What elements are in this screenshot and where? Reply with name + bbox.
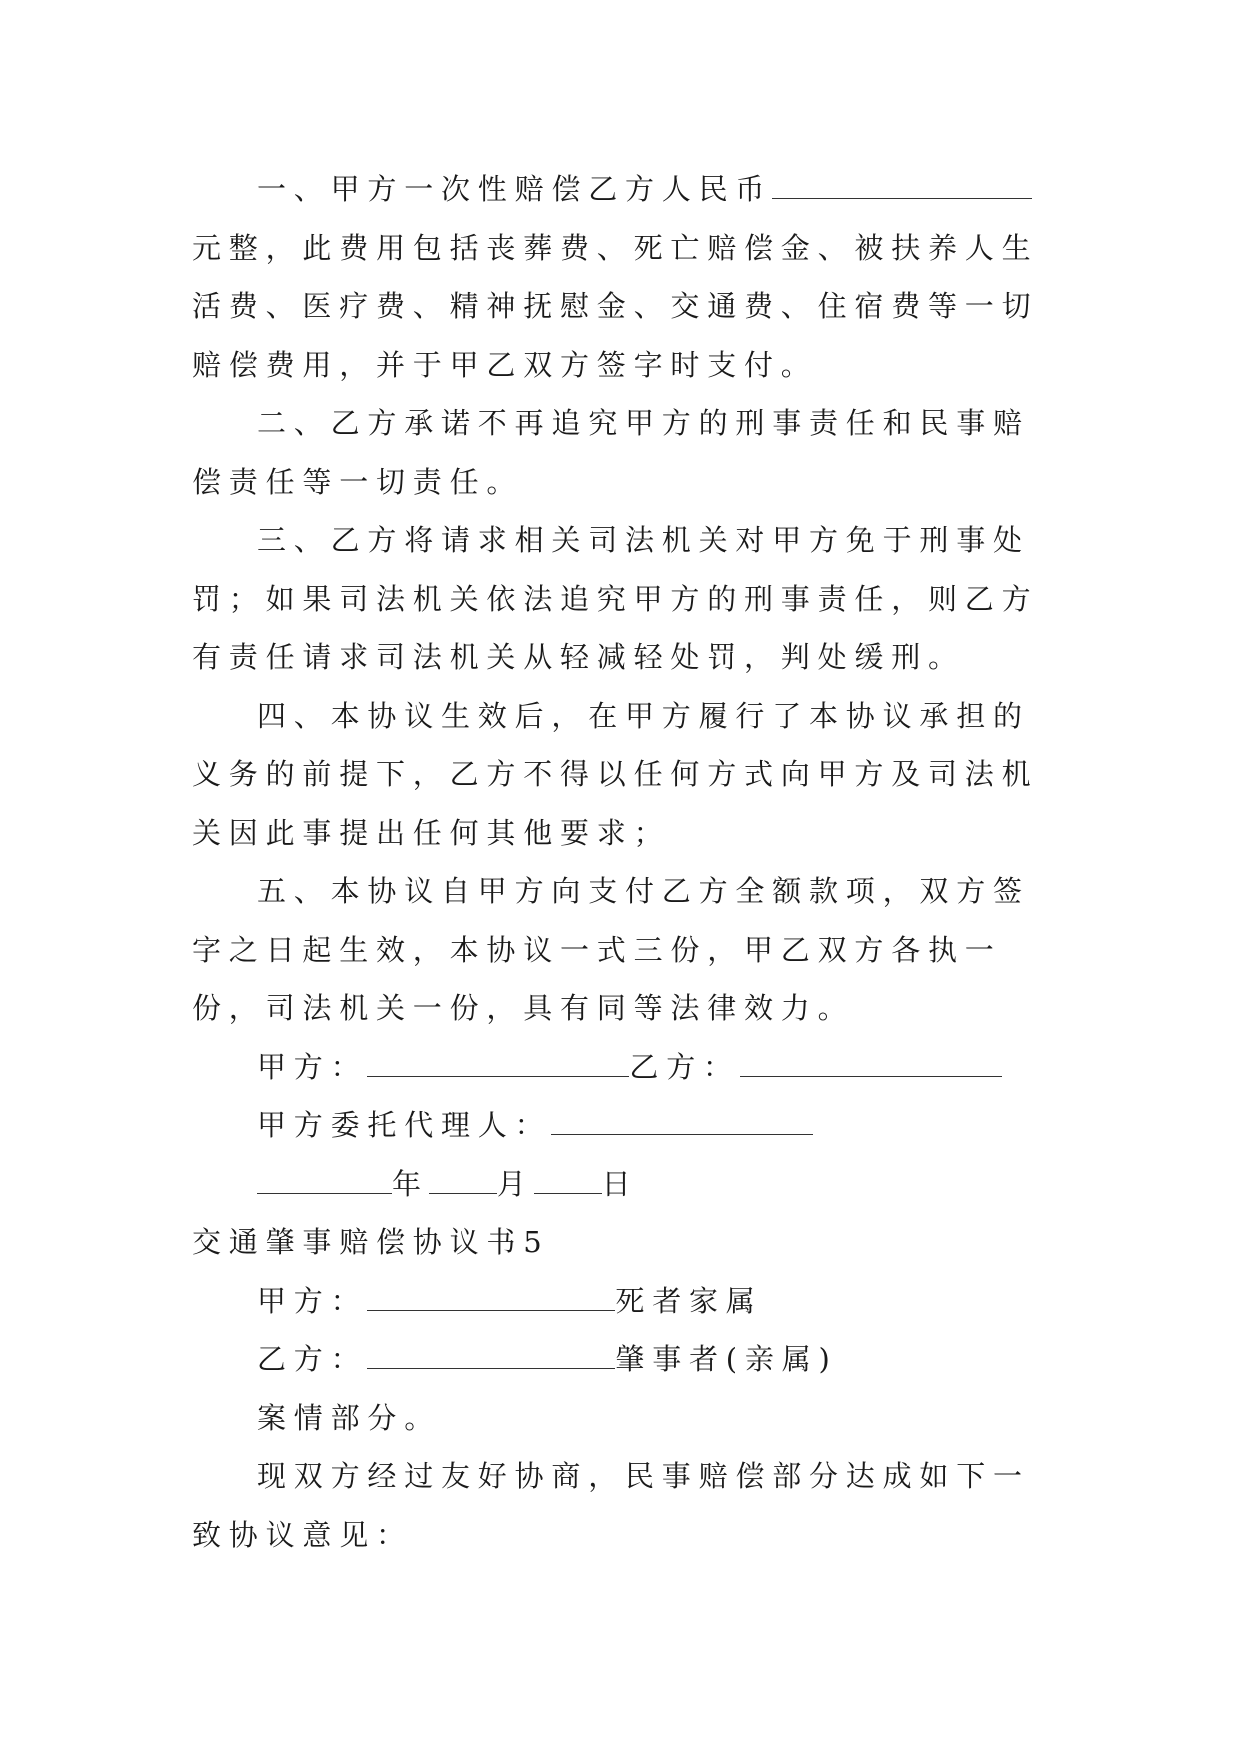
clause-1 bbox=[192, 160, 1050, 394]
party-a-label-2: 甲方： bbox=[257, 1283, 368, 1318]
document-body bbox=[192, 160, 1050, 1564]
party-b-role: 肇事者(亲属) bbox=[615, 1342, 838, 1376]
case-section-label: 案情部分。 bbox=[257, 1400, 442, 1435]
agreement-intro: 现双方经过友好协商，民事赔偿部分达成如下一致协议意见： bbox=[192, 1459, 1030, 1552]
agent-signature-line bbox=[192, 1096, 1050, 1155]
party-b-signature-blank bbox=[740, 1056, 1002, 1077]
month-label: 月 bbox=[496, 1166, 534, 1201]
month-blank bbox=[429, 1173, 497, 1194]
amount-blank bbox=[772, 178, 1032, 199]
signature-parties-line bbox=[192, 1038, 1050, 1097]
party-b-name-blank bbox=[367, 1348, 615, 1369]
day-label: 日 bbox=[601, 1166, 639, 1201]
party-a-name-blank bbox=[367, 1290, 615, 1311]
party-a-signature-blank bbox=[367, 1056, 629, 1077]
day-blank bbox=[534, 1173, 602, 1194]
year-blank bbox=[257, 1173, 392, 1194]
signature-date-line bbox=[192, 1155, 1050, 1214]
clause-1-text-end: 元整，此费用包括丧葬费、死亡赔偿金、被扶养人生活费、医疗费、精神抚慰金、交通费、住宿费等一切赔偿费用，并于甲乙双方签字时支付。 bbox=[192, 230, 1039, 382]
year-label: 年 bbox=[392, 1166, 429, 1201]
party-b-label: 乙方： bbox=[629, 1049, 740, 1084]
party-a-line bbox=[192, 1272, 1050, 1331]
clause-3: 三、乙方将请求相关司法机关对甲方免于刑事处罚；如果司法机关依法追究甲方的刑事责任，则乙方有责任请求司法机关从轻减轻处罚，判处缓刑。 bbox=[192, 523, 1039, 674]
agent-signature-blank bbox=[551, 1114, 813, 1135]
section-title: 交通肇事赔偿协议书5 bbox=[192, 1225, 550, 1259]
party-b-line bbox=[192, 1330, 1050, 1389]
agent-label: 甲方委托代理人： bbox=[257, 1108, 552, 1142]
party-b-label-2: 乙方： bbox=[257, 1342, 368, 1376]
party-a-label: 甲方： bbox=[257, 1049, 368, 1084]
clause-4: 四、本协议生效后，在甲方履行了本协议承担的义务的前提下，乙方不得以任何方式向甲方及司法机关因此事提出任何其他要求； bbox=[192, 698, 1039, 850]
party-a-role: 死者家属 bbox=[615, 1283, 763, 1318]
clause-5: 五、本协议自甲方向支付乙方全额款项，双方签字之日起生效，本协议一式三份，甲乙双方各执一份，司法机关一份，具有同等法律效力。 bbox=[192, 874, 1030, 1025]
clause-2: 二、乙方承诺不再追究甲方的刑事责任和民事赔偿责任等一切责任。 bbox=[192, 406, 1030, 499]
clause-1-text-start: 一、甲方一次性赔偿乙方人民币 bbox=[257, 172, 773, 206]
